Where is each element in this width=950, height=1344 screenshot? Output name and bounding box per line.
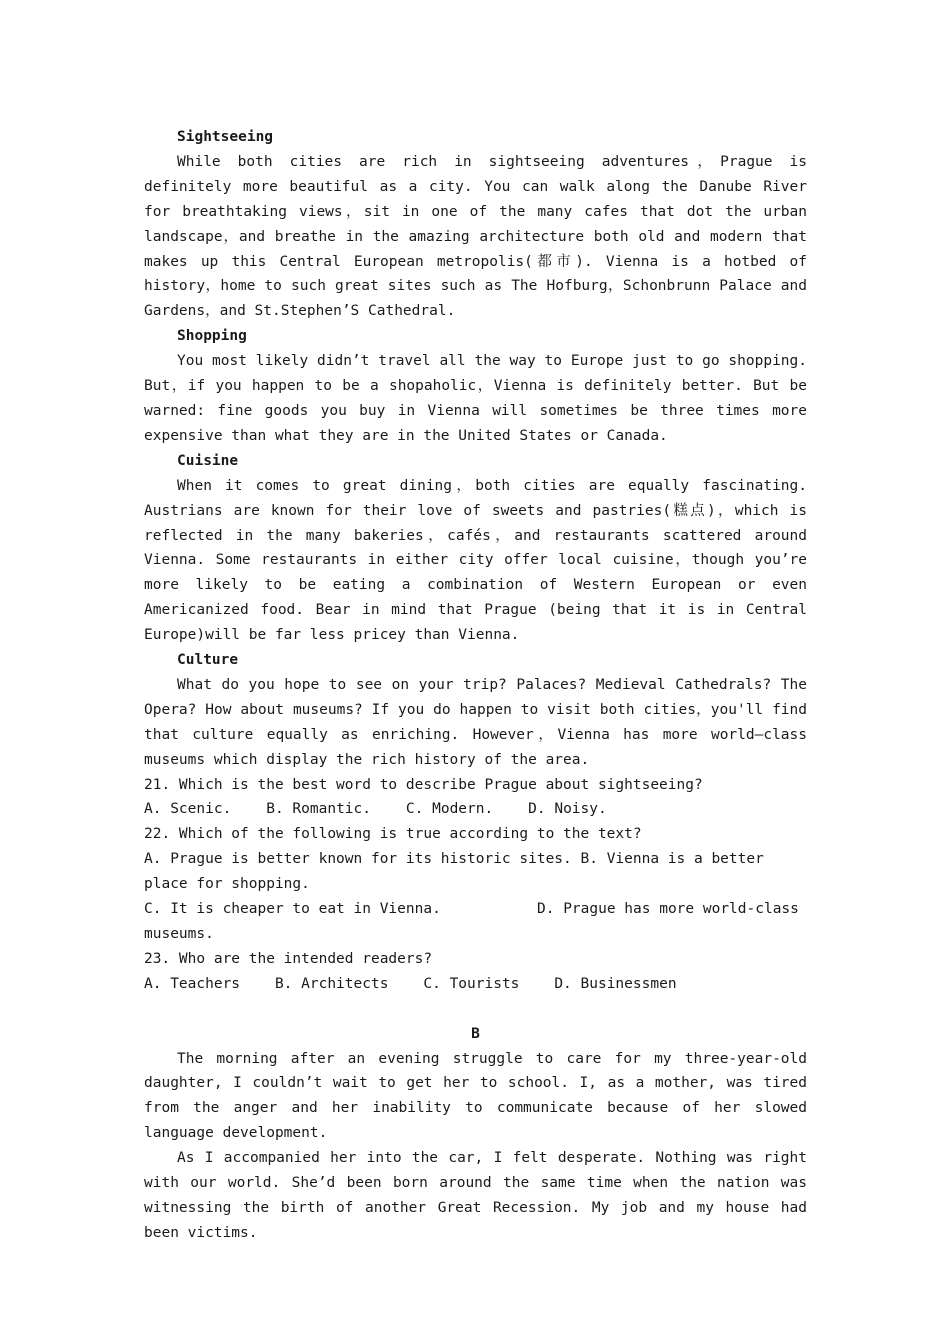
section-b-heading: B [471,1025,480,1042]
heading-cuisine: Cuisine [177,452,239,469]
heading-shopping: Shopping [177,328,247,345]
option-22-b: B. Vienna is a better place for shopping. [144,851,764,893]
option-21-a: A. Scenic. [144,801,232,818]
option-22-d: D. Prague has more world-class museums. [144,901,799,942]
question-23-options [144,972,807,997]
option-21-c: C. Modern. [405,801,494,818]
option-21-d: D. Noisy. [528,801,607,818]
option-23-b: B. Architects [274,975,389,992]
heading-culture: Culture [177,652,239,669]
question-21-options [144,797,807,822]
question-22-options-cd [144,897,807,947]
option-21-b: B. Romantic. [266,801,371,818]
question-21-stem: 21. Which is the best word to describe Prague about sightseeing? [144,776,703,793]
option-23-d: D. Businessmen [554,975,677,992]
paragraph-b-1: The morning after an evening struggle to care for my three-year-old daughter, I couldn’t wait to get her to school. I, as a mother, was tired from the anger and her inability to communicate because of her slowed language development. [144,1050,807,1142]
paragraph-sightseeing: While both cities are rich in sightseeing adventures，Prague is definitely more beautiful as a city. You can walk along the Danube River for breathtaking views，sit in one of the many cafes that dot the urban landscape，and breathe in the amazing architecture both old and modern that makes up this Central European metropolis(都市). Vienna is a hotbed of history，home to such great sites such as The Hofburg，Schonbrunn Palace and Gardens，and St.Stephen’S Cathedral. [144,153,807,320]
document-page [144,125,807,1246]
option-22-c: C. It is cheaper to eat in Vienna. [144,901,441,918]
question-23-stem: 23. Who are the intended readers? [144,950,433,967]
paragraph-shopping: You most likely didn’t travel all the way to Europe just to go shopping. But，if you happen to be a shopaholic，Vienna is definitely better. But be warned: fine goods you buy in Vienna will sometimes be three times more expensive than what they are in the United States or Canada. [144,353,807,444]
option-23-c: C. Tourists [423,975,520,992]
paragraph-culture: What do you hope to see on your trip? Palaces? Medieval Cathedrals? The Opera? How about museums? If you do happen to visit both cities，you'll find that culture equally as enriching. However，Vienna has more world—class museums which display the rich history of the area. [144,676,807,768]
question-22-stem: 22. Which of the following is true according to the text? [144,826,642,843]
option-22-a: A. Prague is better known for its historic sites. [144,851,572,868]
paragraph-cuisine: When it comes to great dining，both cities are equally fascinating. Austrians are known for their love of sweets and pastries(糕点)，which is reflected in the many bakeries，cafés，and restaurants scattered around Vienna. Some restaurants in either city offer local cuisine，though you’re more likely to be eating a combination of Western European or even Americanized food. Bear in mind that Prague (being that it is in Central Europe)will be far less pricey than Vienna. [144,477,807,644]
question-22-options-ab [144,847,807,897]
option-23-a: A. Teachers [144,975,241,992]
heading-sightseeing: Sightseeing [177,129,274,145]
paragraph-b-2: As I accompanied her into the car, I felt desperate. Nothing was right with our world. She’d been born around the same time when the nation was witnessing the birth of another Great Recession. My job and my house had been victims. [144,1150,807,1241]
